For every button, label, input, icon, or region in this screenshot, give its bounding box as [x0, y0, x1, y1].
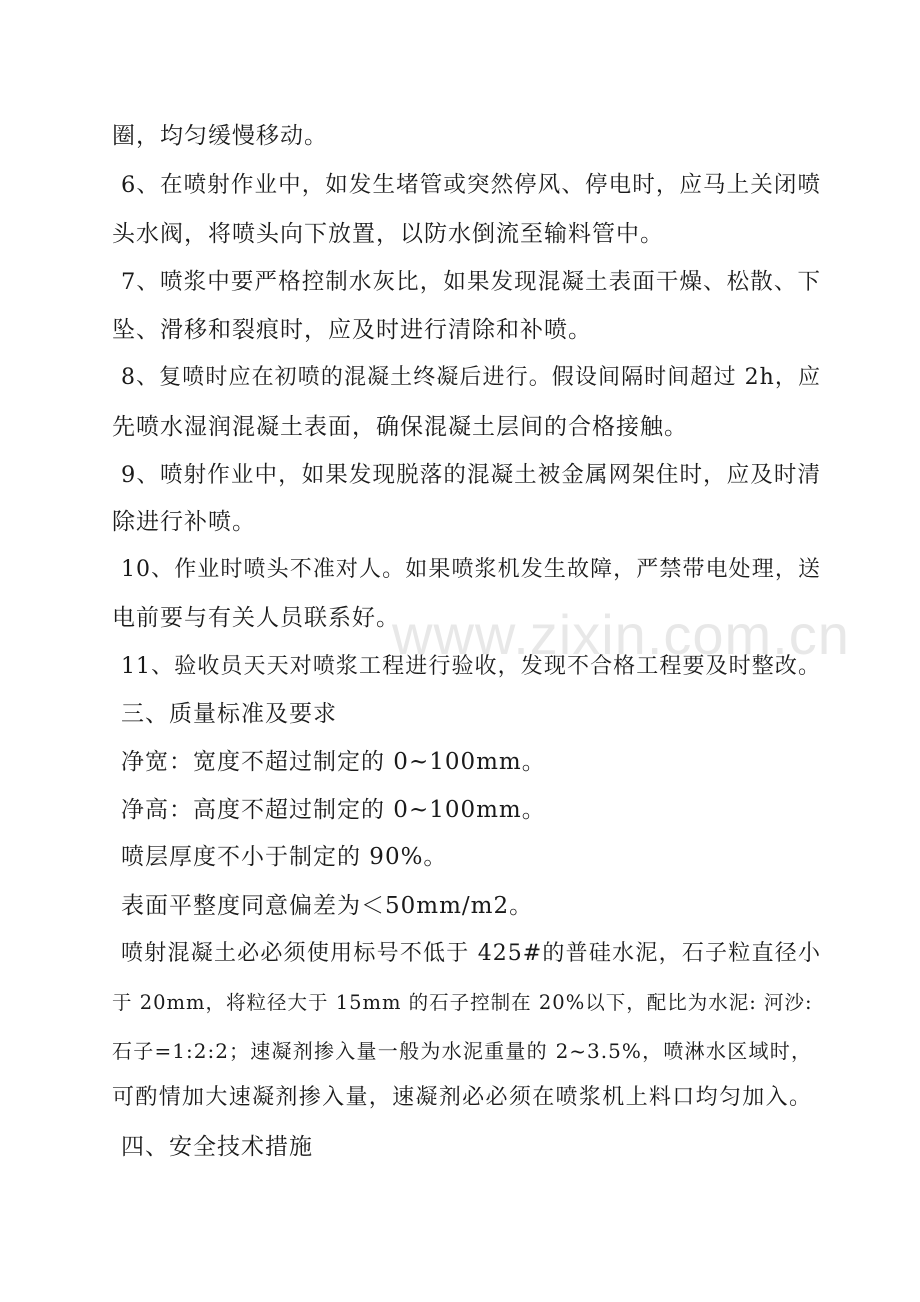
- text-line: 石子=1:2:2；速凝剂掺入量一般为水泥重量的 2~3.5%，喷淋水区域时，: [112, 1039, 812, 1063]
- text-line: 10、作业时喷头不准对人。如果喷浆机发生故障，严禁带电处理，送: [121, 557, 821, 582]
- text-line: 圈，均匀缓慢移动。: [112, 123, 328, 149]
- text-line: 除进行补喷。: [112, 509, 256, 535]
- section-heading: 三、质量标准及要求: [121, 701, 337, 727]
- watermark: www.zixin.com.cn: [392, 603, 850, 666]
- text-line: 电前要与有关人员联系好。: [112, 605, 400, 631]
- text-line: 7、喷浆中要严格控制水灰比，如果发现混凝土表面干燥、松散、下: [121, 269, 821, 295]
- text-line: 喷层厚度不小于制定的 90%。: [121, 844, 448, 870]
- text-line: 喷射混凝土必必须使用标号不低于 425#的普硅水泥，石子粒直径小: [121, 941, 821, 966]
- text-line: 11、验收员天天对喷浆工程进行验收，发现不合格工程要及时整改。: [121, 654, 821, 679]
- text-line: 净宽：宽度不超过制定的 0~100mm。: [121, 749, 546, 775]
- text-line: 先喷水湿润混凝土表面，确保混凝土层间的合格接触。: [112, 414, 688, 440]
- text-line: 可酌情加大速凝剂掺入量，速凝剂必必须在喷浆机上料口均匀加入。: [112, 1085, 812, 1110]
- text-line: 6、在喷射作业中，如发生堵管或突然停风、停电时，应马上关闭喷: [121, 172, 821, 198]
- section-heading: 四、安全技术措施: [121, 1134, 313, 1160]
- text-line: 9、喷射作业中，如果发现脱落的混凝土被金属网架住时，应及时清: [121, 462, 821, 488]
- text-line: 于 20mm，将粒径大于 15mm 的石子控制在 20%以下，配比为水泥: 河沙:: [112, 991, 813, 1014]
- text-line: 表面平整度同意偏差为＜50mm/m2。: [121, 893, 534, 919]
- text-line: 8、复喷时应在初喷的混凝土终凝后进行。假设间隔时间超过 2h，应: [121, 365, 821, 390]
- text-line: 头水阀，将喷头向下放置，以防水倒流至输料管中。: [112, 221, 664, 247]
- text-line: 净高：高度不超过制定的 0~100mm。: [121, 797, 546, 823]
- text-line: 坠、滑移和裂痕时，应及时进行清除和补喷。: [112, 317, 592, 343]
